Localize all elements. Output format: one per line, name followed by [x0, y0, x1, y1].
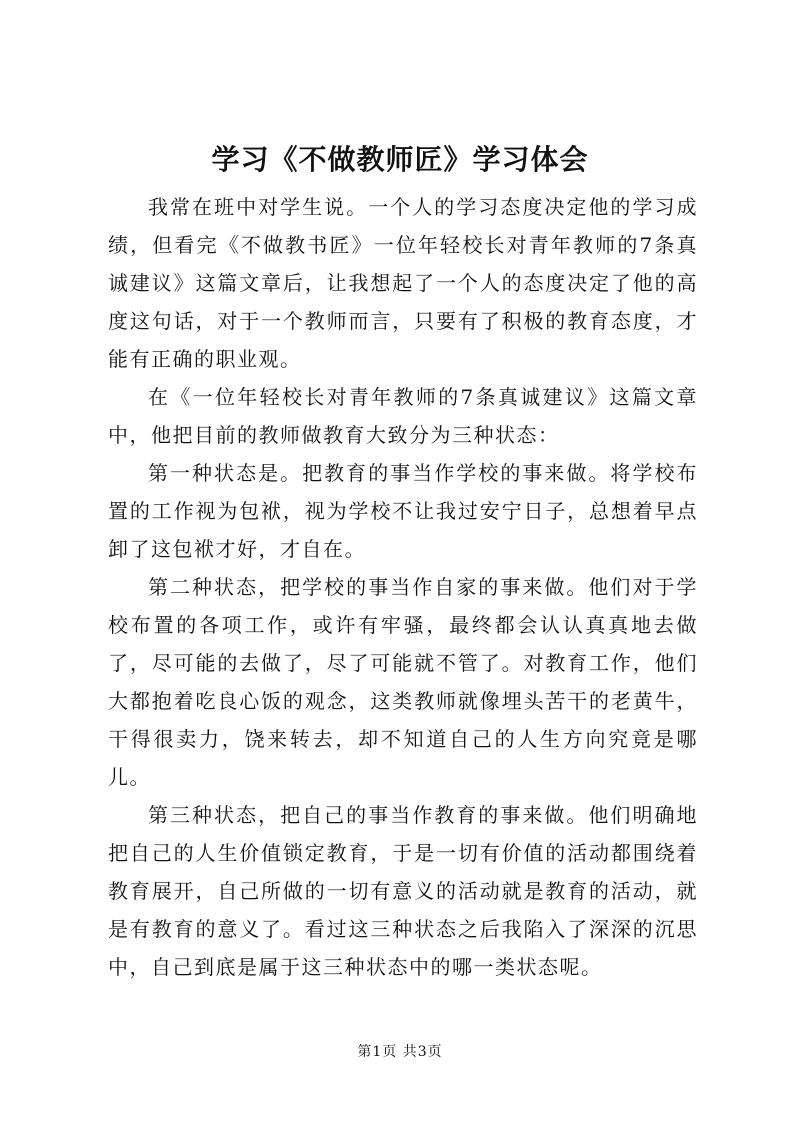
document-title: 学习《不做教师匠》学习体会 — [211, 143, 589, 176]
paragraph: 第二种状态，把学校的事当作自家的事来做。他们对于学校布置的各项工作，或许有牢骚，最终都会认认真真地去做了，尽可能的去做了，尽了可能就不管了。对教育工作，他们大都抱着吃良心饭的观念，这类教师就像埋头苦干的老黄牛，干得很卖力，饶来转去，却不知道自己的人生方向究竟是哪儿。 — [108, 575, 698, 789]
paragraph: 第一种状态是。把教育的事当作学校的事来做。将学校布置的工作视为包袱，视为学校不让我过安宁日子，总想着早点卸了这包袱才好，才自在。 — [108, 461, 698, 561]
page-footer: 第1页 共3页 — [357, 1044, 443, 1060]
paragraph: 在《一位年轻校长对青年教师的7条真诚建议》这篇文章中，他把目前的教师做教育大致分为三种状态： — [108, 385, 698, 447]
document-body — [108, 188, 698, 986]
paragraph: 我常在班中对学生说。一个人的学习态度决定他的学习成绩，但看完《不做教书匠》一位年轻校长对青年教师的7条真诚建议》这篇文章后，让我想起了一个人的态度决定了他的高度这句话，对于一个教师而言，只要有了积极的教育态度，才能有正确的职业观。 — [108, 195, 698, 371]
paragraph: 第三种状态，把自己的事当作教育的事来做。他们明确地把自己的人生价值锁定教育，于是一切有价值的活动都围绕着教育展开，自己所做的一切有意义的活动就是教育的活动，就是有教育的意义了。看过这三种状态之后我陷入了深深的沉思中，自己到底是属于这三种状态中的哪一类状态呢。 — [108, 803, 698, 979]
